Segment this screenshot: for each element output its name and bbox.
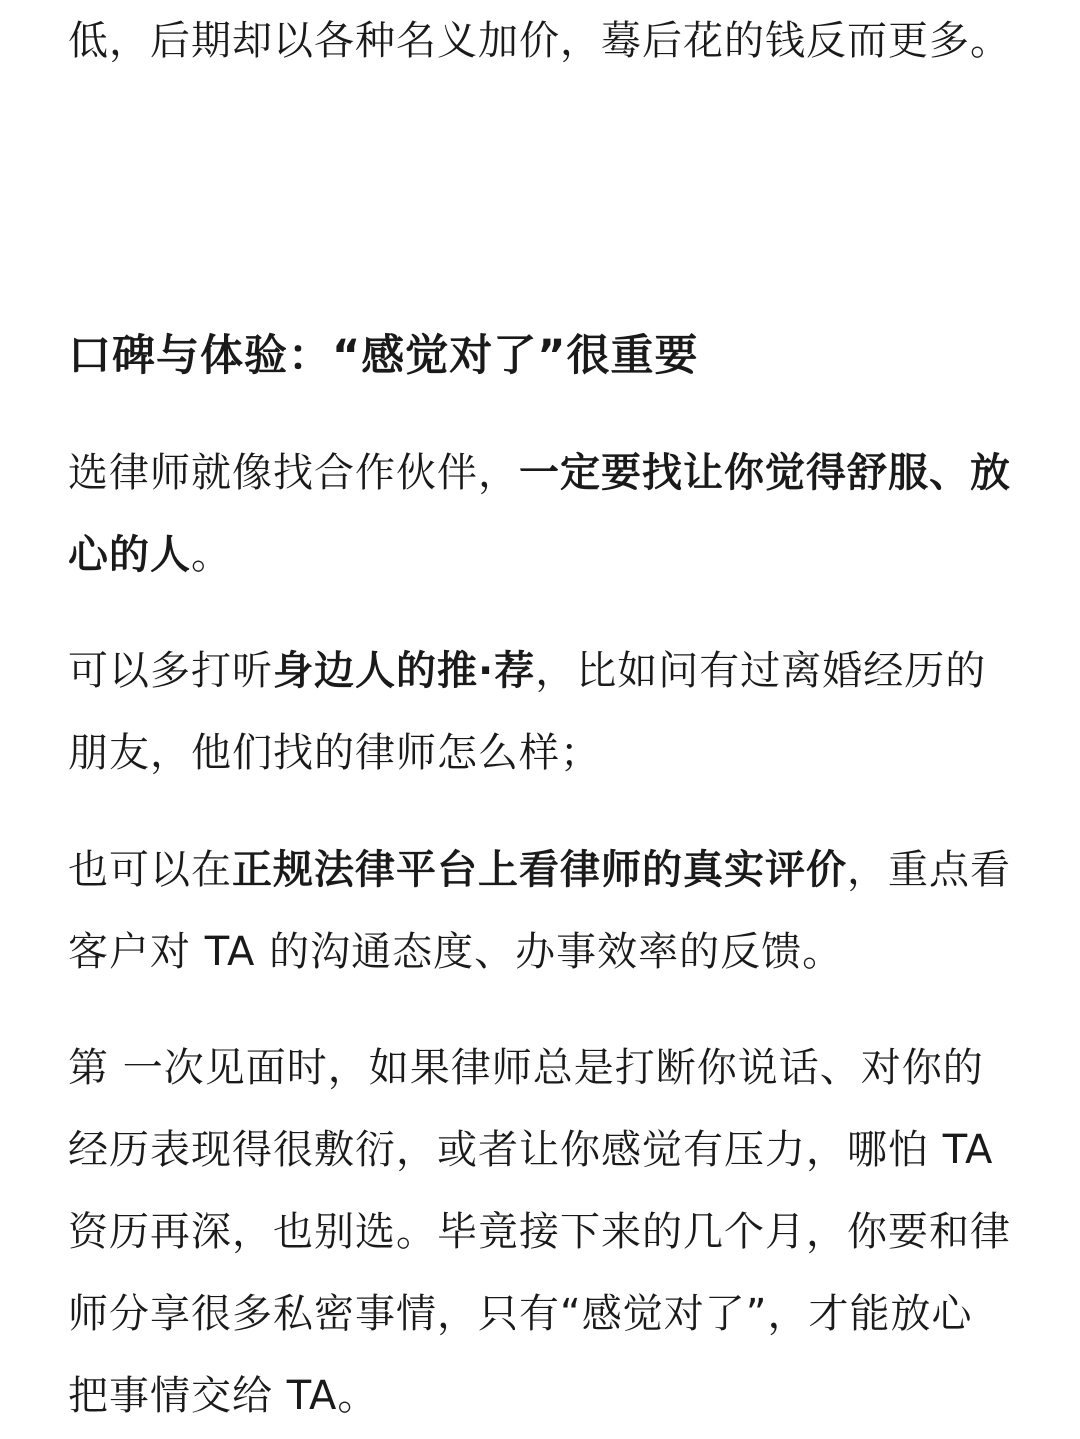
text: ，重点看客户对 TA 的沟通态度、办事效率的反馈。 (68, 847, 1011, 975)
text: 也可以在 (68, 847, 232, 893)
text: 。 (191, 532, 232, 578)
text: ，比如问有过离婚经历的朋友，他们找的律师怎么样； (68, 648, 987, 776)
intro-paragraph-tail: 低，后期却以各种名义加价，蓦后花的钱反而更多。 (68, 18, 1011, 64)
bold-text: 一定要找让你觉得舒服、放心的人 (68, 450, 1011, 578)
bold-text: 身边人的推·荐 (273, 648, 536, 694)
paragraph-choose-lawyer (68, 432, 1013, 596)
paragraph-platform-reviews (68, 829, 1013, 993)
section-heading: 口碑与体验：“感觉对了”很重要 (68, 331, 699, 381)
text: 选律师就像找合作伙伴， (68, 450, 519, 496)
text: 可以多打听 (68, 648, 273, 694)
paragraph-recommendation (68, 630, 1013, 794)
paragraph-first-meeting: 第 一次见面时，如果律师总是打断你说话、对你的经历表现得很敷衍，或者让你感觉有压力，哪怕 TA 资历再深，也别选。毕竟接下来的几个月，你要和律师分享很多私密事情，只有“感觉对了”，才能放心把事情交给 TA。 (68, 1045, 1011, 1419)
bold-text: 正规法律平台上看律师的真实评价 (232, 847, 847, 893)
